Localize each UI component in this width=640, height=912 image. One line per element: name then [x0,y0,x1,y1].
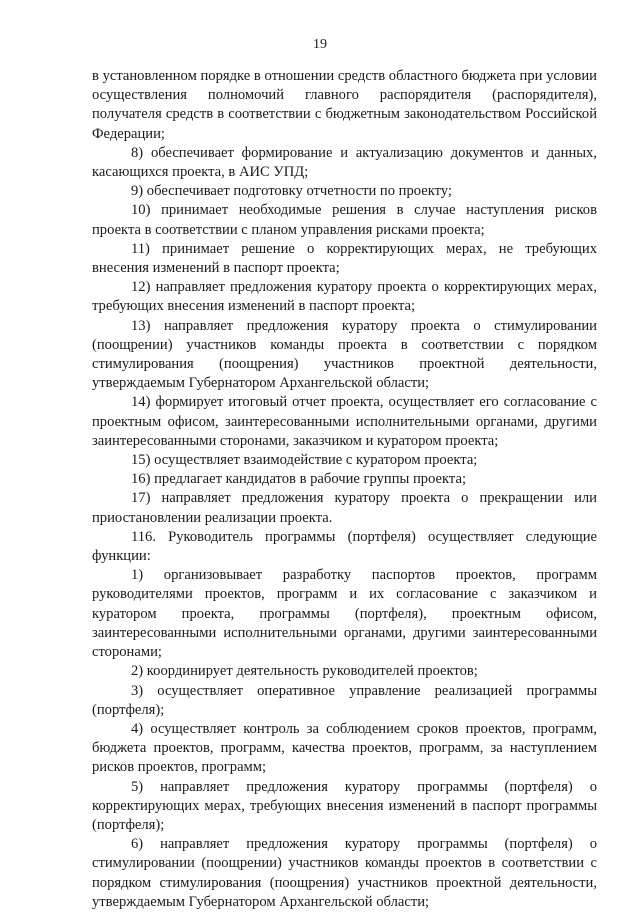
function-item-3: 3) осуществляет оперативное управление реализацией программы (портфеля); [92,682,597,718]
list-item-15: 15) осуществляет взаимодействие с куратором проекта; [131,452,478,469]
list-item-13: 13) направляет предложения куратору проекта о стимулировании (поощрении) участников команды проекта в соответствии с порядком стимулирования (поощрения) участников проектной деятельности, утверждаемым Губернатором Архангельской области; [92,317,597,392]
list-item-14: 14) формирует итоговый отчет проекта, осуществляет его согласование с проектным офисом, заинтересованными исполнительными органами, другими заинтересованными сторонами, заказчиком и куратором проекта; [92,394,597,449]
page-number: 19 [313,37,327,52]
function-item-2: 2) координирует деятельность руководителей проектов; [131,663,478,680]
function-item-5: 5) направляет предложения куратору программы (портфеля) о корректирующих мерах, требующих внесения изменений в паспорт программы (портфеля); [92,778,597,833]
list-item-10: 10) принимает необходимые решения в случае наступления рисков проекта в соответствии с планом управления рисками проекта; [92,202,597,238]
list-item-9: 9) обеспечивает подготовку отчетности по проекту; [131,183,452,200]
paragraph-continuation: в установленном порядке в отношении средств областного бюджета при условии осуществления полномочий главного распорядителя (распорядителя), получателя средств в соответствии с бюджетным законодательством Российской Федерации; [92,68,597,142]
list-item-17: 17) направляет предложения куратору проекта о прекращении или приостановлении реализации проекта. [92,490,597,526]
list-item-11: 11) принимает решение о корректирующих мерах, не требующих внесения изменений в паспорт проекта; [92,240,597,277]
list-item-12: 12) направляет предложения куратору проекта о корректирующих мерах, требующих внесения изменений в паспорт проекта; [92,279,597,315]
function-item-6: 6) направляет предложения куратору программы (портфеля) о стимулировании (поощрении) участников команды проектов в соответствии с порядком стимулирования (поощрения) участников проектной деятельности, утверждаемым Губернатором Архангельской области; [92,836,597,910]
document-body [92,67,597,912]
list-item-8: 8) обеспечивает формирование и актуализацию документов и данных, касающихся проекта, в АИС УПД; [92,144,597,181]
function-item-1: 1) организовывает разработку паспортов проектов, программ руководителями проектов, программ и их согласование с заказчиком и куратором проекта, программы (портфеля), проектным офисом, заинтересованными исполнительными органами, другими заинтересованными сторонами; [92,567,597,661]
section-116-heading: 116. Руководитель программы (портфеля) осуществляет следующие функции: [92,528,597,565]
function-item-4: 4) осуществляет контроль за соблюдением сроков проектов, программ, бюджета проектов, программ, качества проектов, программ, за наступлением рисков проектов, программ; [92,720,597,776]
list-item-16: 16) предлагает кандидатов в рабочие группы проекта; [131,471,467,488]
